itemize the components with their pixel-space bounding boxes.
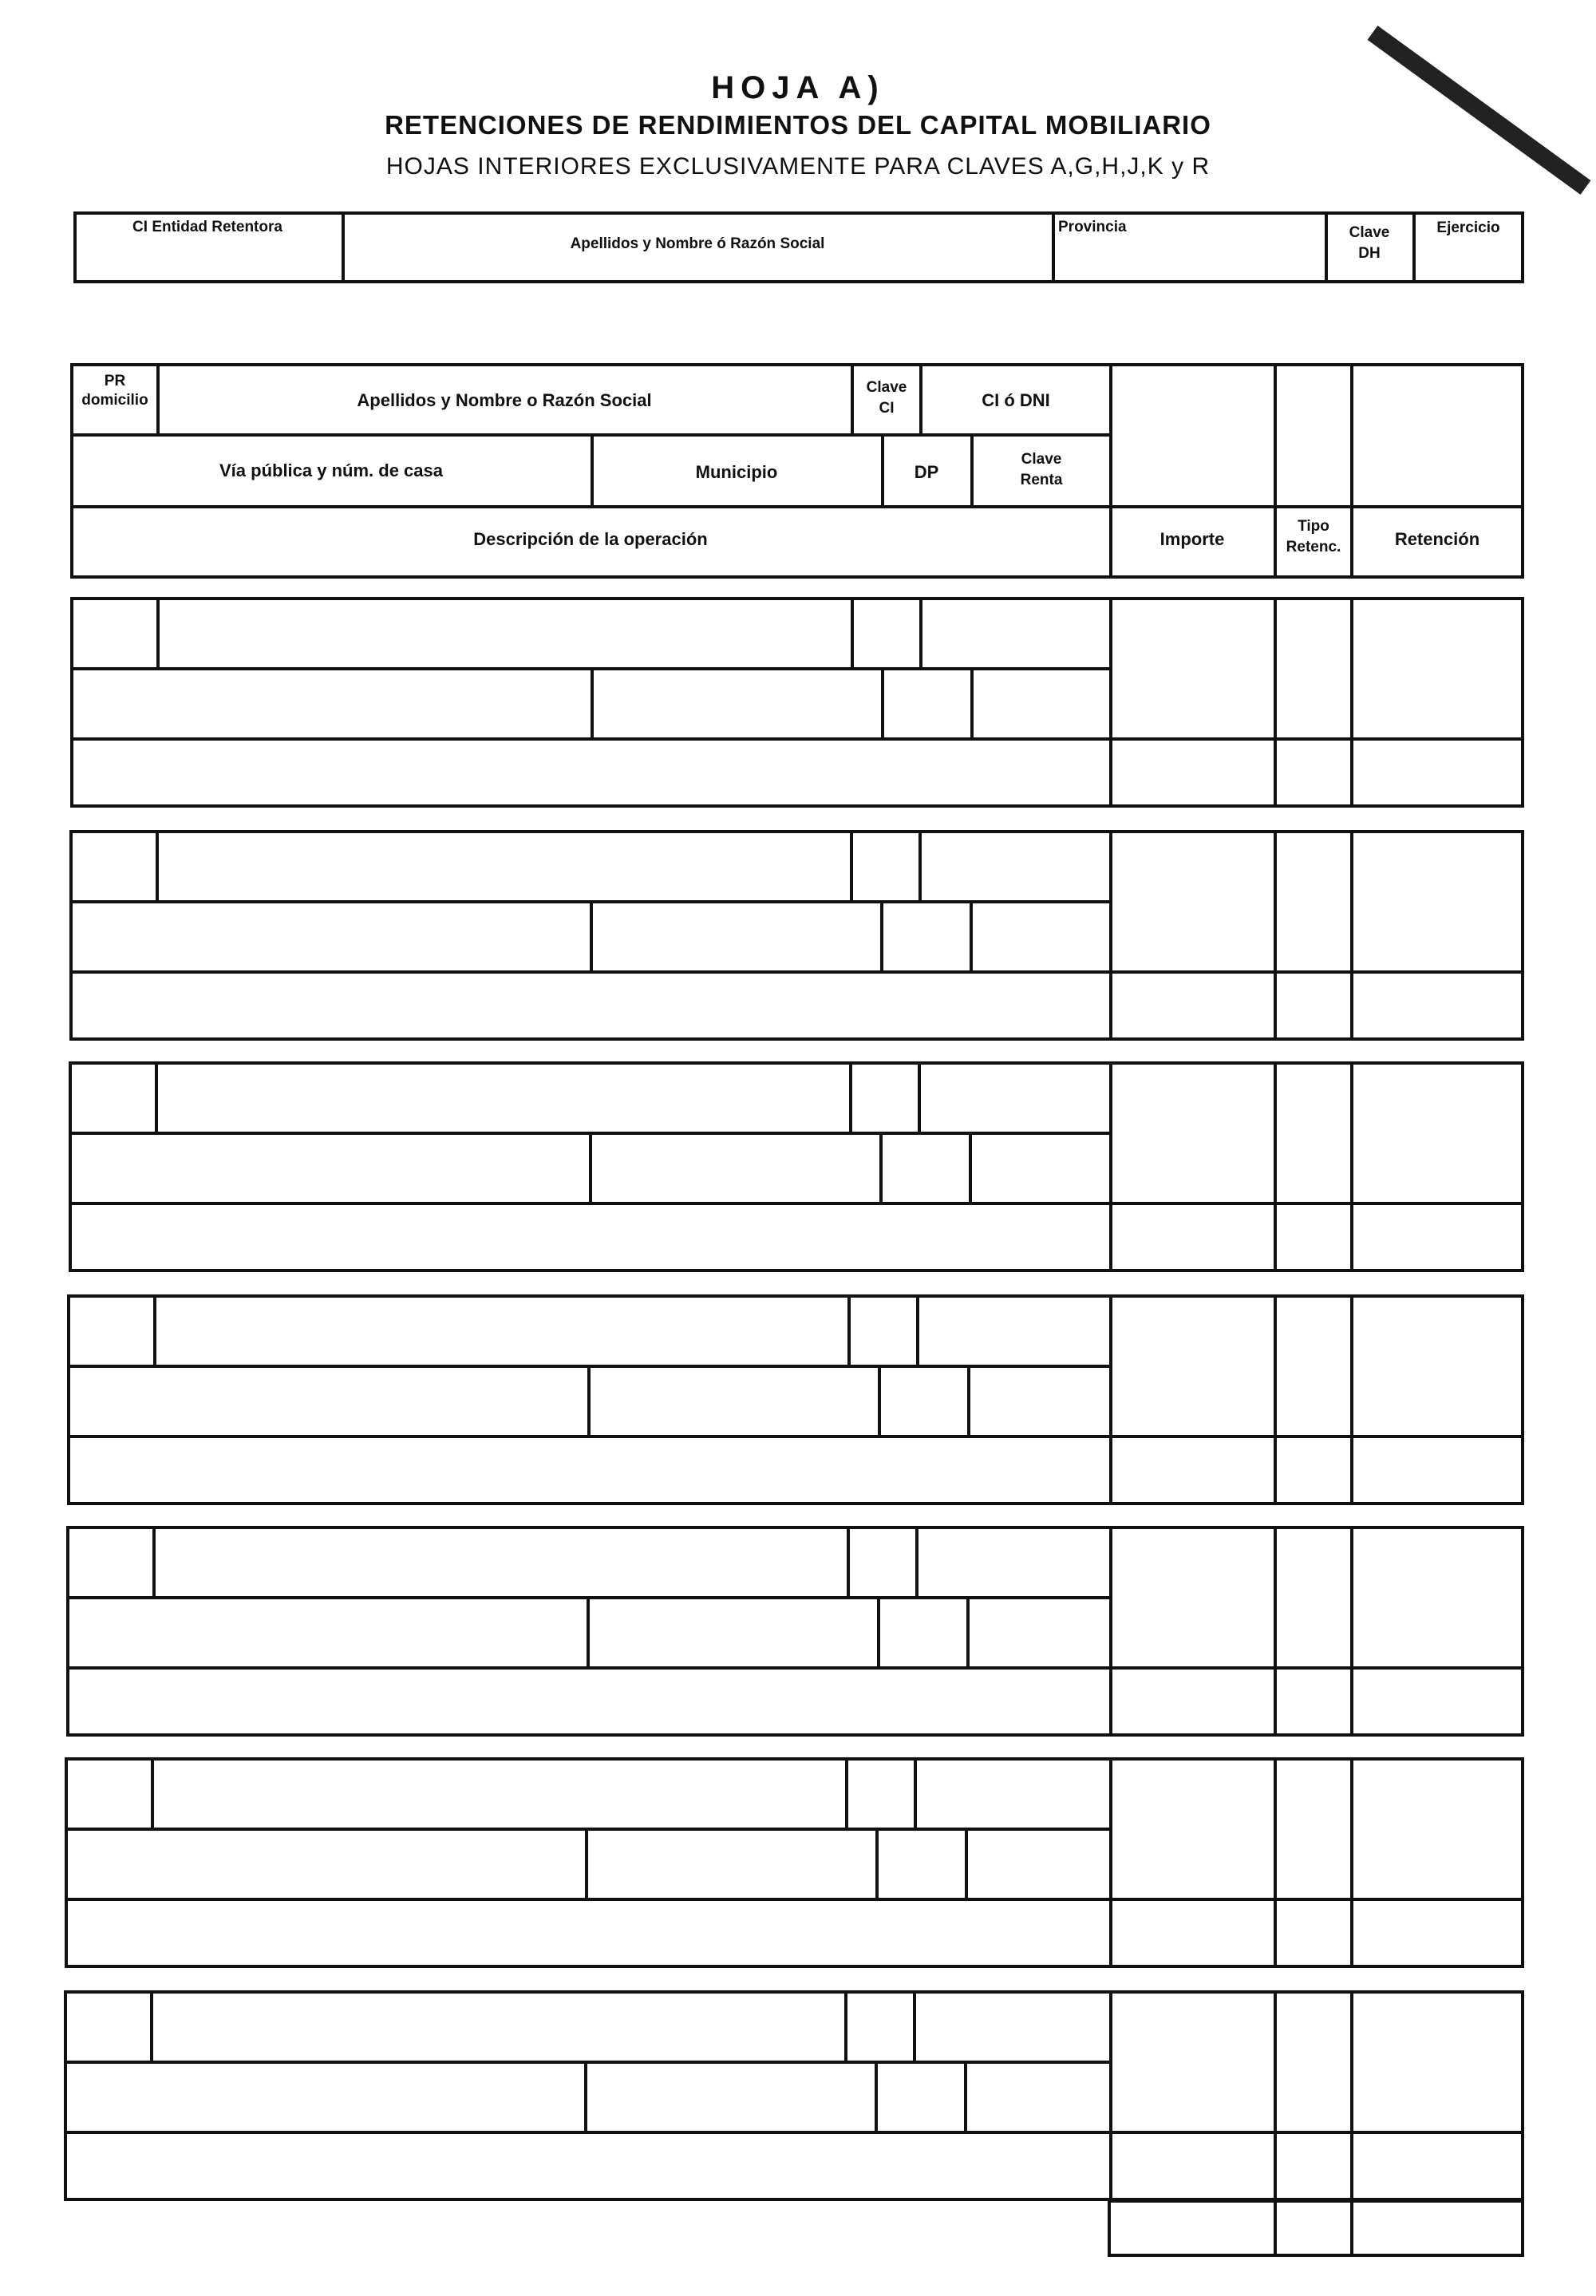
clave-renta-label-2: Renta	[1020, 472, 1063, 488]
entry-block-1[interactable]	[70, 597, 1524, 808]
provincia-label: Provincia	[1058, 219, 1127, 235]
tipo-retenc-label-1: Tipo	[1298, 518, 1329, 535]
clave-renta-label-1: Clave	[1021, 451, 1062, 468]
clave-dh-label-2: DH	[1358, 245, 1381, 262]
clave-dh-label-1: Clave	[1349, 224, 1390, 241]
clave-ci-label-2: CI	[879, 400, 895, 417]
via-publica-label: Vía pública y núm. de casa	[219, 460, 443, 480]
tipo-retenc-label-2: Retenc.	[1286, 539, 1341, 555]
clave-ci-label-1: Clave	[866, 379, 907, 396]
entry-block-5[interactable]	[66, 1526, 1524, 1737]
entry-block-3[interactable]	[69, 1061, 1524, 1272]
header-apellidos-label: Apellidos y Nombre o Razón Social	[357, 390, 652, 410]
ci-dni-label: CI ó DNI	[982, 390, 1050, 410]
totals-row[interactable]	[1108, 2199, 1524, 2257]
entry-block-2[interactable]	[69, 830, 1524, 1041]
form-subtitle-claves: HOJAS INTERIORES EXCLUSIVAMENTE PARA CLAVES A,G,H,J,K y R	[385, 153, 1211, 180]
descripcion-label: Descripción de la operación	[473, 529, 708, 549]
form-title: HOJA A)	[711, 70, 885, 105]
entry-block-6[interactable]	[65, 1757, 1524, 1968]
pr-domicilio-label-2: domicilio	[81, 392, 148, 409]
form-subtitle: RETENCIONES DE RENDIMIENTOS DEL CAPITAL MOBILIARIO	[385, 110, 1211, 140]
dp-label: DP	[914, 462, 939, 482]
ejercicio-label: Ejercicio	[1436, 219, 1500, 236]
retencion-label: Retención	[1394, 529, 1480, 549]
pr-domicilio-label-1: PR	[104, 373, 126, 389]
ci-entidad-label: CI Entidad Retentora	[132, 219, 282, 235]
municipio-label: Municipio	[695, 462, 778, 482]
importe-label: Importe	[1159, 529, 1225, 549]
entity-apellidos-label: Apellidos y Nombre ó Razón Social	[570, 235, 825, 252]
entry-block-4[interactable]	[67, 1294, 1524, 1505]
entry-block-7[interactable]	[64, 1990, 1524, 2201]
